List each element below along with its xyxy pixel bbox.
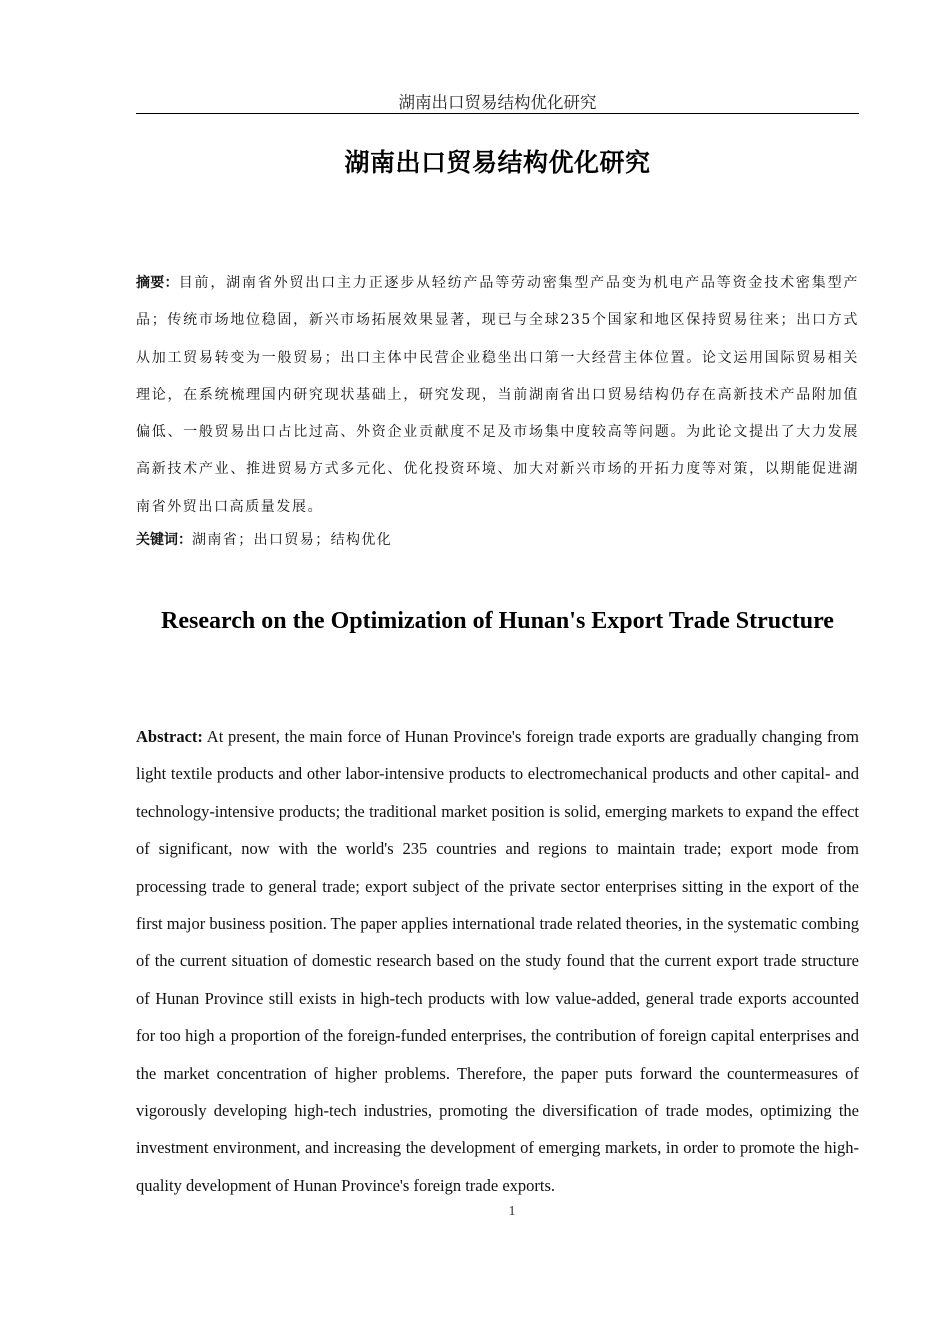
chinese-title: 湖南出口贸易结构优化研究 [344,148,651,177]
chinese-abstract-text: 目前，湖南省外贸出口主力正逐步从轻纺产品等劳动密集型产品变为机电产品等资金技术密集型产品；传统市场地位稳固，新兴市场拓展效果显著，现已与全球235个国家和地区保持贸易往来；出口方式从加工贸易转变为一般贸易；出口主体中民营企业稳坐出口第一大经营主体位置。论文运用国际贸易相关理论，在系统梳理国内研究现状基础上，研究发现，当前湖南省出口贸易结构仍存在高新技术产品附加值偏低、一般贸易出口占比过高、外资企业贡献度不足及市场集中度较高等问题。为此论文提出了大力发展高新技术产业、推进贸易方式多元化、优化投资环境、加大对新兴市场的开拓力度等对策，以期能促进湖南省外贸出口高质量发展。 [136,275,859,515]
page-number: 1 [508,1204,516,1219]
header-rule [136,113,859,114]
chinese-abstract-label: 摘要： [136,275,179,291]
chinese-keywords-text: 湖南省；出口贸易；结构优化 [192,532,393,548]
english-abstract [136,718,859,1204]
english-abstract-text: At present, the main force of Hunan Province's foreign trade exports are gradually changing from light textile products and other labor-intensive products to electromechanical products and other capital- and technology-intensive products; the traditional market position is solid, emerging markets to expand the effect of significant, now with the world's 235 countries and regions to maintain trade; export mode from processing trade to general trade; export subject of the private sector enterprises sitting in the export of the first major business position. The paper applies international trade related theories, in the systematic combing of the current situation of domestic research based on the study found that the current export trade structure of Hunan Province still exists in high-tech products with low value-added, general trade exports accounted for too high a proportion of the foreign-funded enterprises, the contribution of foreign capital enterprises and the market concentration of higher problems. Therefore, the paper puts forward the countermeasures of vigorously developing high-tech industries, promoting the diversification of trade modes, optimizing the investment environment, and increasing the development of emerging markets, in order to promote the high-quality development of Hunan Province's foreign trade exports. [136,727,859,1195]
chinese-keywords [136,527,859,553]
english-title: Research on the Optimization of Hunan's Export Trade Structure [161,608,834,634]
running-header: 湖南出口贸易结构优化研究 [398,93,597,112]
english-abstract-label: Abstract: [136,727,203,746]
chinese-abstract [136,265,859,526]
chinese-keywords-label: 关键词： [136,532,192,548]
